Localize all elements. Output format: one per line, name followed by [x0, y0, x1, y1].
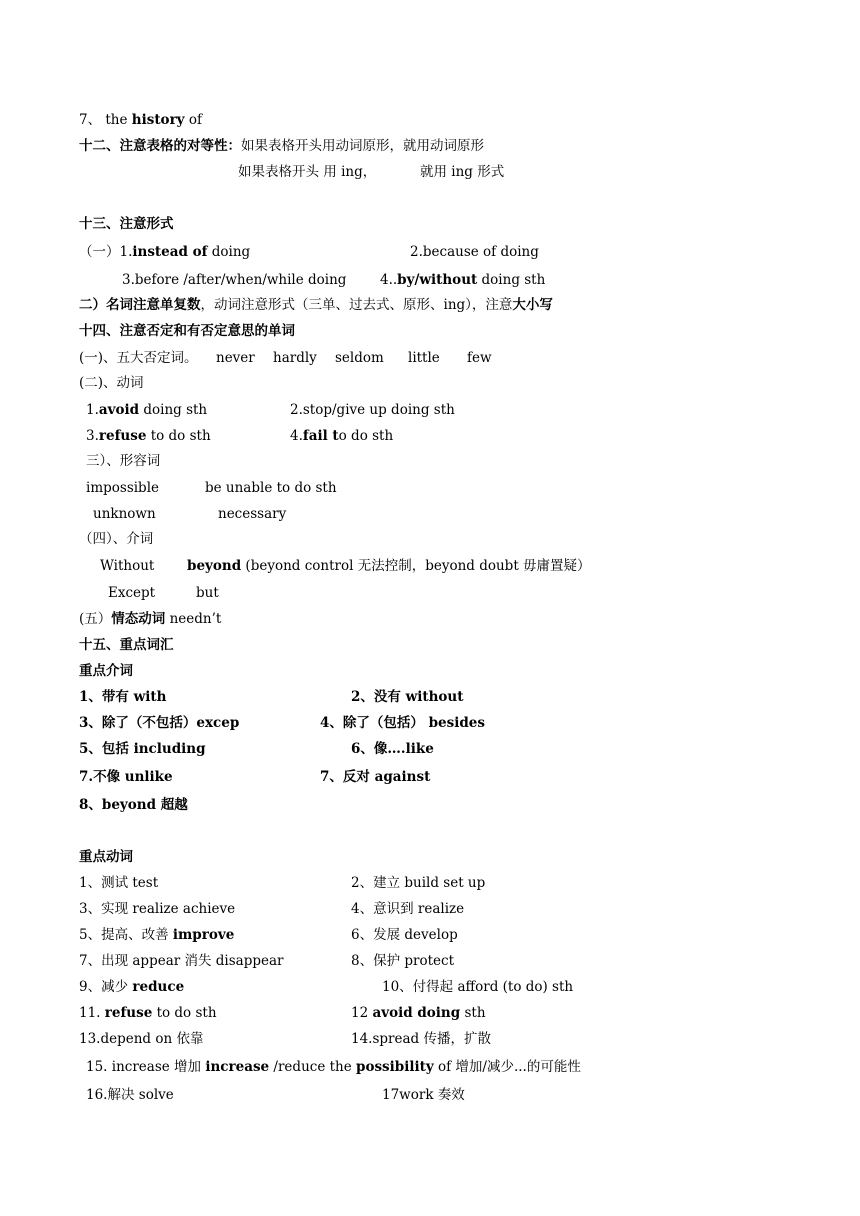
- section-13-item-2: 2.because of doing: [410, 244, 539, 260]
- section-13-item-3: 3.before /after/when/while doing: [122, 272, 347, 288]
- key-verb-14: 14.spread 传播，扩散: [351, 1031, 491, 1047]
- section-12-heading: 十二、注意表格的对等性：如果表格开头用动词原形，就用动词原形: [79, 138, 484, 154]
- verb-item-4: 4.fail to do sth: [290, 428, 394, 444]
- key-prep-7-against: 7、反对 against: [320, 769, 431, 785]
- negative-words-label: (一)、五大否定词。: [79, 350, 198, 366]
- section-12-note: 如果表格开头 用 ing，: [238, 164, 377, 180]
- section-13-heading: 十三、注意形式: [79, 216, 174, 232]
- key-prep-7-unlike: 7.不像 unlike: [79, 769, 173, 785]
- verbs-label: (二)、动词: [79, 375, 144, 391]
- negative-word-never: never: [216, 350, 255, 366]
- key-prep-5: 5、包括 including: [79, 741, 206, 757]
- verb-item-3: 3.refuse to do sth: [86, 428, 211, 444]
- key-prep-3: 3、除了（不包括）excep: [79, 715, 240, 731]
- key-verb-1: 1、测试 test: [79, 875, 159, 891]
- verb-item-1: 1.avoid doing sth: [86, 402, 208, 418]
- key-verb-4: 4、意识到 realize: [351, 901, 465, 917]
- section-14-heading: 十四、注意否定和有否定意思的单词: [79, 323, 295, 339]
- adjective-impossible: impossible: [86, 480, 160, 496]
- section-13-sub-2: 二）名词注意单复数，动词注意形式（三单、过去式、原形、ing），注意大小写: [79, 297, 553, 313]
- section-12-note-2: 就用 ing 形式: [420, 164, 505, 180]
- key-prep-2: 2、没有 without: [351, 689, 464, 705]
- section-13-item-4: 4..by/without doing sth: [380, 272, 546, 288]
- negative-word-little: little: [408, 350, 440, 366]
- modal-verbs-line: (五）情态动词 needn’t: [79, 611, 222, 627]
- negative-word-hardly: hardly: [273, 350, 317, 366]
- key-prep-8: 8、beyond 超越: [79, 797, 188, 813]
- key-verb-15: 15. increase 增加 increase /reduce the possibility of 增加/减少...的可能性: [86, 1059, 581, 1075]
- preposition-beyond: beyond (beyond control 无法控制，beyond doubt 毋庸置疑）: [187, 558, 591, 574]
- key-verb-2: 2、建立 build set up: [351, 875, 486, 891]
- key-verb-13: 13.depend on 依靠: [79, 1031, 204, 1047]
- item-7-history: 7、 the history of: [79, 112, 202, 128]
- preposition-without: Without: [100, 558, 155, 574]
- verb-item-2: 2.stop/give up doing sth: [290, 402, 455, 418]
- prepositions-label: （四）、介词: [79, 531, 154, 547]
- key-verb-9: 9、减少 reduce: [79, 979, 185, 995]
- preposition-except: Except: [108, 585, 156, 601]
- key-prepositions-heading: 重点介词: [79, 663, 133, 679]
- key-verb-7: 7、出现 appear 消失 disappear: [79, 953, 284, 969]
- negative-word-few: few: [467, 350, 492, 366]
- negative-word-seldom: seldom: [335, 350, 384, 366]
- key-verb-17: 17work 奏效: [382, 1087, 465, 1103]
- key-verb-8: 8、保护 protect: [351, 953, 455, 969]
- key-verb-3: 3、实现 realize achieve: [79, 901, 236, 917]
- key-verb-5: 5、提高、改善 improve: [79, 927, 235, 943]
- key-prep-1: 1、带有 with: [79, 689, 167, 705]
- adjective-unknown: unknown: [93, 506, 156, 522]
- adjectives-label: 三）、形容词: [86, 453, 161, 469]
- key-verb-11: 11. refuse to do sth: [79, 1005, 217, 1021]
- key-verb-10: 10、付得起 afford (to do) sth: [382, 979, 574, 995]
- key-verb-6: 6、发展 develop: [351, 927, 458, 943]
- key-verbs-heading: 重点动词: [79, 849, 133, 865]
- adjective-necessary: necessary: [218, 506, 287, 522]
- key-verb-12: 12 avoid doing sth: [351, 1005, 486, 1021]
- key-prep-6: 6、像….like: [351, 741, 434, 757]
- adjective-unable: be unable to do sth: [205, 480, 337, 496]
- section-13-item-1: （一）1.instead of doing: [79, 244, 251, 260]
- key-verb-16: 16.解决 solve: [86, 1087, 174, 1103]
- key-prep-4: 4、除了（包括） besides: [320, 715, 485, 731]
- preposition-but: but: [196, 585, 219, 601]
- section-15-heading: 十五、重点词汇: [79, 637, 174, 653]
